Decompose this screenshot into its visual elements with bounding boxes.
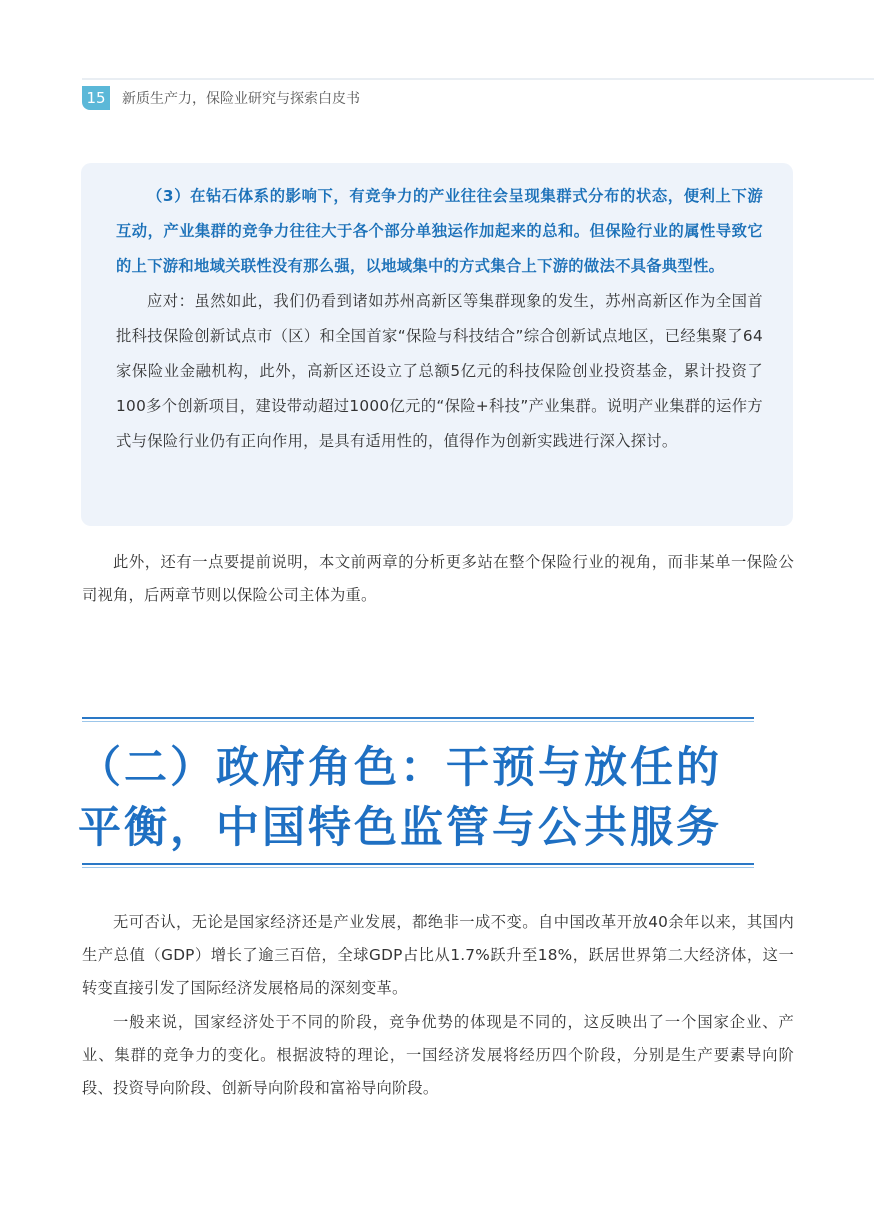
section-rule-bottom [82,863,754,869]
body-paragraph-1: 无可否认，无论是国家经济还是产业发展，都绝非一成不变。自中国改革开放40余年以来，其国内生产总值（GDP）增长了逾三百倍，全球GDP占比从1.7%跃升至18%，跃居世界第二大经济体，这一转变直接引发了国际经济发展格局的深刻变革。 [82,913,794,997]
section-heading-line-1: （二）政府角色：干预与放任的 [78,743,722,793]
page-header [82,84,874,114]
callout-heading: （3）在钻石体系的影响下，有竞争力的产业往往会呈现集群式分布的状态，便利上下游互动，产业集群的竞争力往往大于各个部分单独运作加起来的总和。但保险行业的属性导致它的上下游和地域关联性没有那么强，以地域集中的方式集合上下游的做法不具备典型性。 [116,187,763,275]
callout-response: 应对：虽然如此，我们仍看到诸如苏州高新区等集群现象的发生，苏州高新区作为全国首批科技保险创新试点市（区）和全国首家“保险与科技结合”综合创新试点地区，已经集聚了64家保险业金融机构，此外，高新区还设立了总额5亿元的科技保险创业投资基金，累计投资了100多个创新项目，建设带动超过1000亿元的“保险+科技”产业集群。说明产业集群的运作方式与保险行业仍有正向作用，是具有适用性的，值得作为创新实践进行深入探讨。 [116,292,763,450]
intro-paragraph: 此外，还有一点要提前说明，本文前两章的分析更多站在整个保险行业的视角，而非某单一保险公司视角，后两章节则以保险公司主体为重。 [82,553,794,604]
body-paragraph-2: 一般来说，国家经济处于不同的阶段，竞争优势的体现是不同的，这反映出了一个国家企业、产业、集群的竞争力的变化。根据波特的理论，一国经济发展将经历四个阶段，分别是生产要素导向阶段、投资导向阶段、创新导向阶段和富裕导向阶段。 [82,1013,794,1097]
section-heading [78,738,768,858]
header-divider [82,78,874,80]
section-heading-line-2: 平衡，中国特色监管与公共服务 [78,803,722,853]
document-title: 新质生产力，保险业研究与探索白皮书 [122,91,360,107]
callout-box [81,163,793,526]
page-number-badge: 15 [82,86,110,110]
section-rule-top [82,717,754,723]
